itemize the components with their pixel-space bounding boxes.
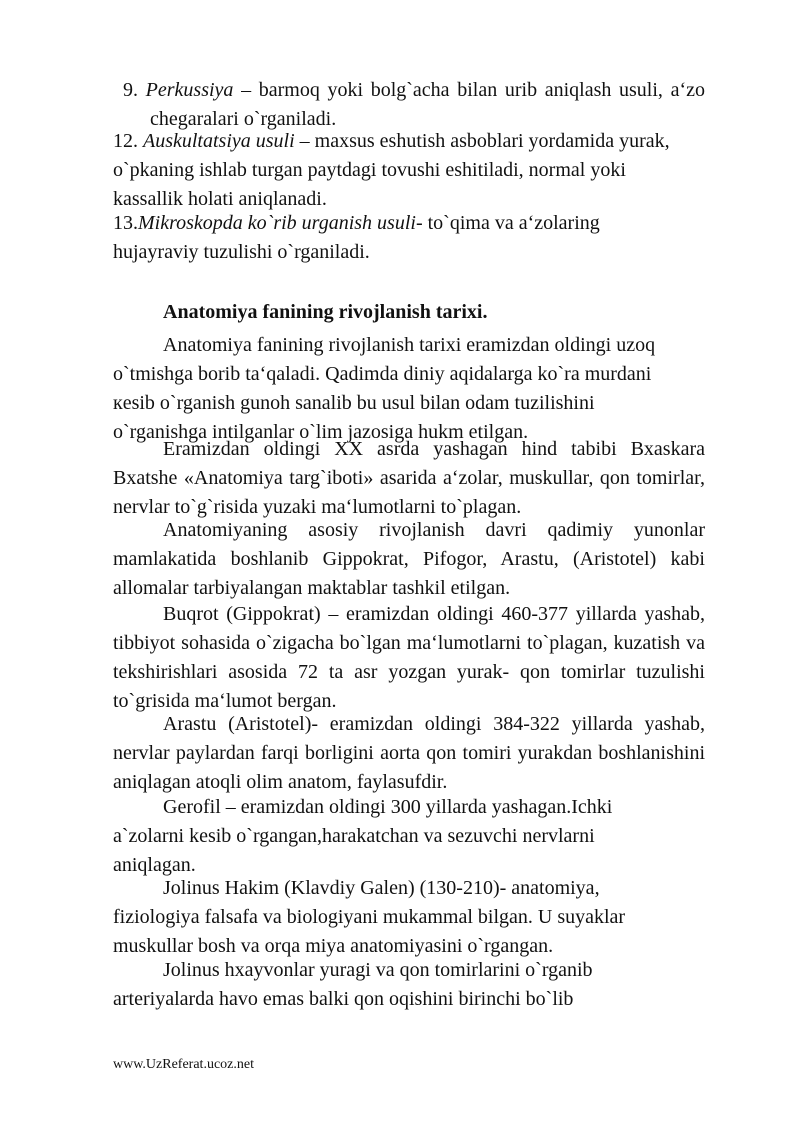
- paragraph: Anatomiyaning asosiy rivojlanish davri qadimiy yunonlar mamlakatida boshlanib Gippokrat, Pifogor, Arastu, (Aristotel) kabi allomalar tarbiyalangan maktablar tashkil etilgan.: [113, 519, 705, 599]
- list-item-text: – maxsus eshutish asboblari yordamida yurak, o`pkaning ishlab turgan paytdagi tovushi eshitiladi, normal yoki kassallik holati aniqlanadi.: [113, 130, 670, 210]
- paragraph: Arastu (Aristotel)- eramizdan oldingi 384-322 yillarda yashab, nervlar paylardan farqi borligini aorta qon tomiri yurakdan boshlanishini aniqlagan atoqli olim anatom, faylasufdir.: [113, 713, 705, 793]
- list-item-auskultatsiya: [113, 127, 673, 214]
- paragraph: Jolinus Hakim (Klavdiy Galen) (130-210)- anatomiya, fiziologiya falsafa va biologiyani mukammal bilgan. U suyaklar muskullar bosh va orqa miya anatomiyasini o`rgangan.: [113, 877, 626, 957]
- list-item-number: 9.: [123, 79, 138, 101]
- list-item-term: Perkussiya: [145, 79, 234, 101]
- list-item-number: 13.: [113, 212, 138, 234]
- list-item-term: Mikroskopda ko`rib urganish usuli: [138, 212, 416, 234]
- footer-url: www.UzReferat.ucoz.net: [113, 1057, 254, 1072]
- list-item-perkussiya: [123, 76, 705, 134]
- paragraph: Jolinus hxayvonlar yuragi va qon tomirlarini o`rganib arteriyalarda havo emas balki qon oqishini birinchi bo`lib: [113, 959, 593, 1010]
- list-item-text: – barmoq yoki bolg`acha bilan urib aniqlash usuli, a‘zo chegaralari o`rganiladi.: [150, 79, 705, 130]
- paragraph: Buqrot (Gippokrat) – eramizdan oldingi 460-377 yillarda yashab, tibbiyot sohasida o`zigacha bo`lgan ma‘lumotlarni to`plagan, kuzatish va tekshirishlari asosida 72 ta asr yozgan yurak- qon tomirlar tuzulishi to`grisida ma‘lumot bergan.: [113, 603, 705, 712]
- section-title: Anatomiya fanining rivojlanish tarixi.: [163, 301, 488, 323]
- paragraph: Anatomiya fanining rivojlanish tarixi eramizdan oldingi uzoq o`tmishga borib ta‘qaladi. Qadimda diniy aqidalarga ko`ra murdani кesib o`rganish gunoh sanalib bu usul bilan odam tuzilishini o`rganishga intilganlar o`lim jazosiga hukm etilgan.: [113, 334, 656, 443]
- list-item-term: Auskultatsiya usuli: [143, 130, 295, 152]
- list-item-mikroskop: [113, 209, 658, 267]
- list-item-number: 12.: [113, 130, 138, 152]
- paragraph: Eramizdan oldingi XX asrda yashagan hind tabibi Bxaskara Bxatshe «Anatomiya targ`iboti» asarida a‘zolar, muskullar, qon tomirlar, nervlar to`g`risida yuzaki ma‘lumotlarni to`plagan.: [113, 438, 705, 518]
- paragraph: Gerofil – eramizdan oldingi 300 yillarda yashagan.Ichki a`zolarni kesib o`rgangan,harakatchan va sezuvchi nervlarni aniqlagan.: [113, 796, 613, 876]
- list-item-text: - to`qima va a‘zolaring hujayraviy tuzulishi o`rganiladi.: [113, 212, 600, 263]
